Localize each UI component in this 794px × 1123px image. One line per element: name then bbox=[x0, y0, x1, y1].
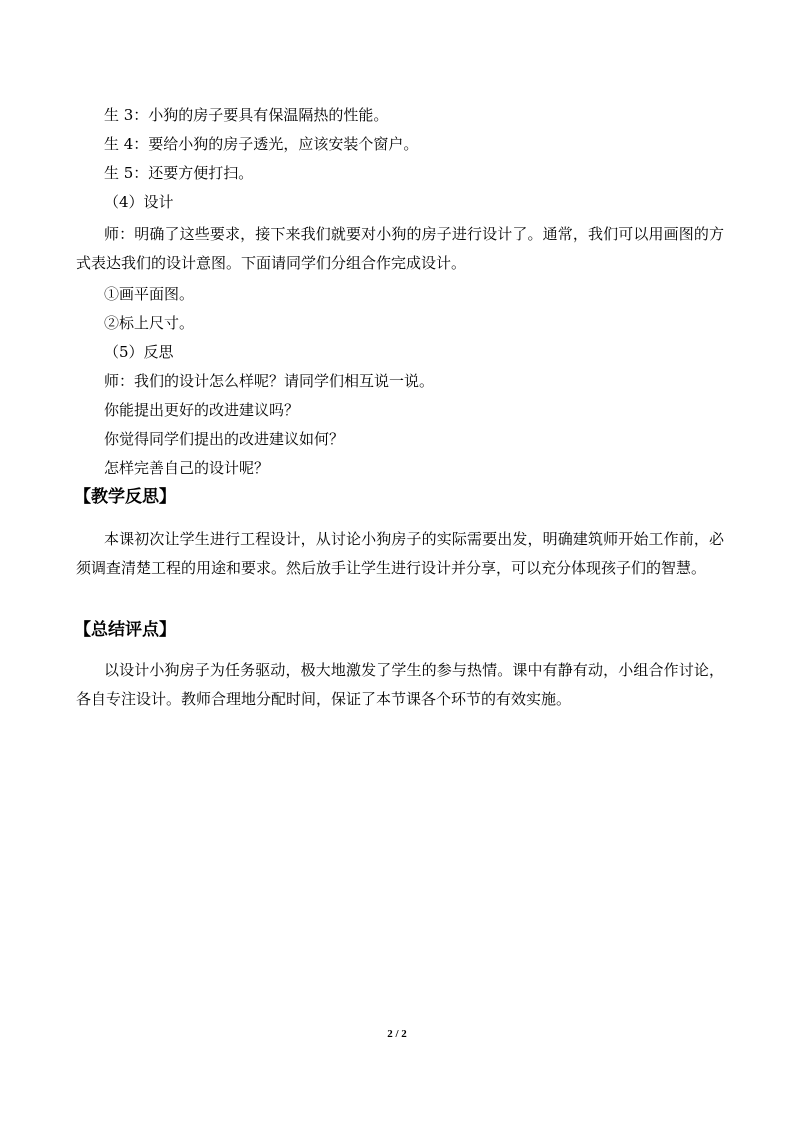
student-4-line: 生 4：要给小狗的房子透光，应该安装个窗户。 bbox=[104, 135, 419, 153]
step-4-design-title: （4）设计 bbox=[104, 193, 174, 211]
step-5-reflection-title: （5）反思 bbox=[104, 343, 174, 361]
design-step-1: ①画平面图。 bbox=[104, 285, 195, 303]
design-step-2: ②标上尺寸。 bbox=[104, 314, 195, 332]
reflection-line-3: 你觉得同学们提出的改进建议如何？ bbox=[104, 430, 345, 448]
summary-text: 以设计小狗房子为任务驱动，极大地激发了学生的参与热情。课中有静有动，小组合作讨论，各自专注设计。教师合理地分配时间，保证了本节课各个环节的有效实施。 bbox=[76, 661, 724, 708]
reflection-line-4: 怎样完善自己的设计呢？ bbox=[104, 459, 270, 477]
reflection-line-2: 你能提出更好的改进建议吗？ bbox=[104, 401, 300, 419]
student-3-line: 生 3：小狗的房子要具有保温隔热的性能。 bbox=[104, 106, 389, 124]
summary-heading: 【总结评点】 bbox=[74, 620, 176, 640]
student-5-line: 生 5：还要方便打扫。 bbox=[104, 164, 254, 182]
design-paragraph: 师：明确了这些要求，接下来我们就要对小狗的房子进行设计了。通常，我们可以用画图的方式表达我们的设计意图。下面请同学们分组合作完成设计。 bbox=[76, 225, 724, 272]
reflection-line-1: 师：我们的设计怎么样呢？请同学们相互说一说。 bbox=[104, 372, 435, 390]
teaching-reflection-heading: 【教学反思】 bbox=[74, 487, 176, 507]
page-number: 2 / 2 bbox=[387, 1028, 407, 1040]
teaching-reflection-text: 本课初次让学生进行工程设计，从讨论小狗房子的实际需要出发，明确建筑师开始工作前，必须调查清楚工程的用途和要求。然后放手让学生进行设计并分享，可以充分体现孩子们的智慧。 bbox=[76, 530, 724, 577]
